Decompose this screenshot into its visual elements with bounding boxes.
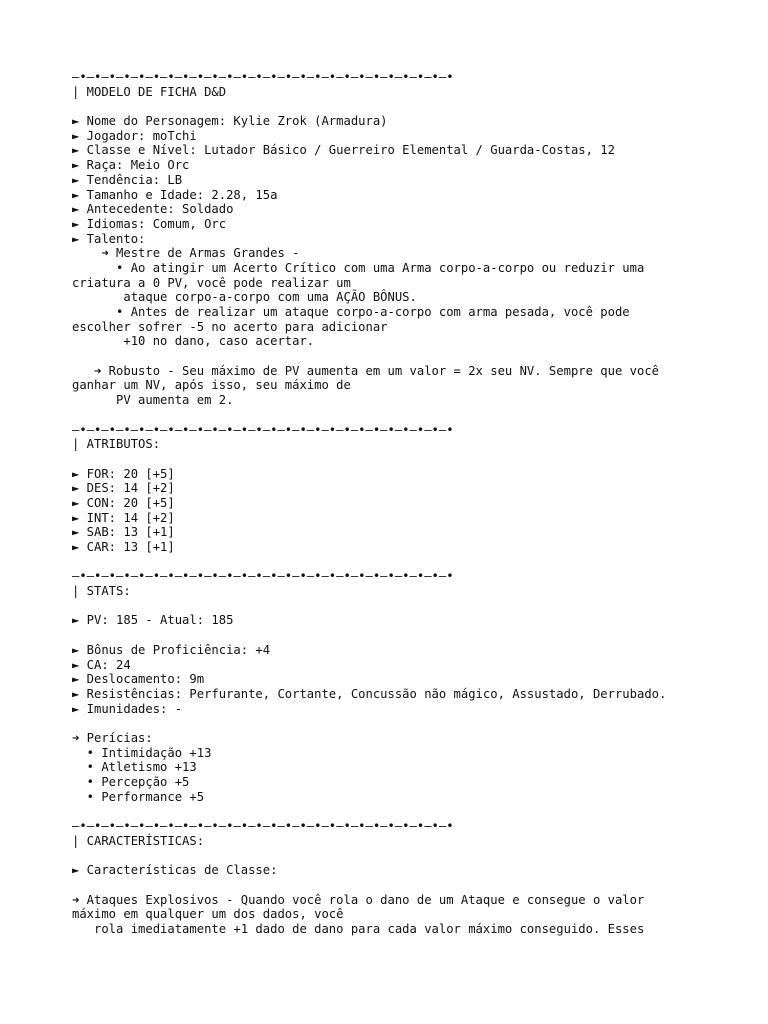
blank-line	[72, 349, 752, 364]
blank-line	[72, 628, 752, 643]
feat-gwm-bullet-2-cont2: +10 no dano, caso acertar.	[72, 334, 315, 349]
class-level-line: ► Classe e Nível: Lutador Básico / Guerreiro Elemental / Guarda-Costas, 12	[72, 143, 615, 158]
player-line: ► Jogador: moTchi	[72, 128, 197, 143]
blank-line	[72, 555, 752, 570]
languages-line: ► Idiomas: Comum, Orc	[72, 216, 227, 231]
separator-line: —•—•—•—•—•—•—•—•—•—•—•—•—•—•—•—•—•—•—•—•—•—•—•—•—•—•	[72, 422, 454, 437]
skills-heading: ➜ Perícias:	[72, 730, 153, 745]
attribute-str: ► FOR: 20 [+5]	[72, 466, 175, 481]
feat-tough-line-3: PV aumenta em 2.	[72, 393, 234, 408]
attribute-wis: ► SAB: 13 [+1]	[72, 525, 175, 540]
character-sheet-document	[72, 70, 752, 937]
hit-points-line: ► PV: 185 - Atual: 185	[72, 613, 234, 628]
blank-line	[72, 99, 752, 114]
attribute-con: ► CON: 20 [+5]	[72, 495, 175, 510]
blank-line	[72, 848, 752, 863]
attribute-int: ► INT: 14 [+2]	[72, 510, 175, 525]
separator-line: —•—•—•—•—•—•—•—•—•—•—•—•—•—•—•—•—•—•—•—•—•—•—•—•—•—•	[72, 819, 454, 834]
skill-intimidation: • Intimidação +13	[72, 745, 212, 760]
attribute-cha: ► CAR: 13 [+1]	[72, 540, 175, 554]
blank-line	[72, 878, 752, 893]
attribute-dex: ► DES: 14 [+2]	[72, 481, 175, 496]
skill-performance: • Performance +5	[72, 789, 205, 804]
blank-line	[72, 408, 752, 423]
feat-great-weapon-master-title: ➜ Mestre de Armas Grandes -	[72, 246, 300, 261]
stats-heading: | STATS:	[72, 584, 131, 599]
feat-tough-line-2: ganhar um NV, após isso, seu máximo de	[72, 378, 351, 393]
skill-athletics: • Atletismo +13	[72, 760, 197, 775]
resistances-line: ► Resistências: Perfurante, Cortante, Concussão não mágico, Assustado, Derrubado.	[72, 686, 667, 701]
proficiency-bonus-line: ► Bônus de Proficiência: +4	[72, 642, 271, 657]
separator-line: —•—•—•—•—•—•—•—•—•—•—•—•—•—•—•—•—•—•—•—•—•—•—•—•—•—•	[72, 569, 454, 584]
feat-gwm-bullet-2-cont: escolher sofrer -5 no acerto para adicionar	[72, 319, 388, 334]
feat-gwm-bullet-1-cont: criatura a 0 PV, você pode realizar um	[72, 275, 351, 290]
skill-perception: • Percepção +5	[72, 775, 190, 789]
class-features-heading: ► Características de Classe:	[72, 863, 278, 878]
armor-class-line: ► CA: 24	[72, 657, 131, 672]
blank-line	[72, 804, 752, 819]
sheet-title: | MODELO DE FICHA D&D	[72, 84, 227, 99]
explosive-attacks-line-1: ➜ Ataques Explosivos - Quando você rola o dano de um Ataque e consegue o valor	[72, 892, 645, 907]
speed-line: ► Deslocamento: 9m	[72, 672, 205, 687]
explosive-attacks-line-2: máximo em qualquer um dos dados, você	[72, 907, 344, 922]
features-heading: | CARACTERÍSTICAS:	[72, 833, 205, 848]
feat-gwm-bullet-1: • Ao atingir um Acerto Crítico com uma Arma corpo-a-corpo ou reduzir uma	[72, 260, 645, 275]
feat-gwm-bullet-2: • Antes de realizar um ataque corpo-a-corpo com arma pesada, você pode	[72, 305, 630, 319]
separator-line: —•—•—•—•—•—•—•—•—•—•—•—•—•—•—•—•—•—•—•—•—•—•—•—•—•—•	[72, 70, 454, 84]
explosive-attacks-line-3: rola imediatamente +1 dado de dano para cada valor máximo conseguido. Esses	[72, 921, 645, 936]
attributes-heading: | ATRIBUTOS:	[72, 437, 161, 452]
character-name-line: ► Nome do Personagem: Kylie Zrok (Armadura)	[72, 114, 388, 129]
feat-heading: ► Talento:	[72, 231, 146, 246]
blank-line	[72, 716, 752, 731]
alignment-line: ► Tendência: LB	[72, 172, 183, 187]
blank-line	[72, 452, 752, 467]
feat-tough-line-1: ➜ Robusto - Seu máximo de PV aumenta em um valor = 2x seu NV. Sempre que você	[72, 363, 659, 378]
feat-gwm-bullet-1-cont2: ataque corpo-a-corpo com uma AÇÃO BÔNUS.	[72, 290, 417, 305]
race-line: ► Raça: Meio Orc	[72, 158, 190, 173]
size-age-line: ► Tamanho e Idade: 2.28, 15a	[72, 187, 278, 202]
background-line: ► Antecedente: Soldado	[72, 202, 234, 217]
blank-line	[72, 599, 752, 614]
immunities-line: ► Imunidades: -	[72, 701, 183, 716]
